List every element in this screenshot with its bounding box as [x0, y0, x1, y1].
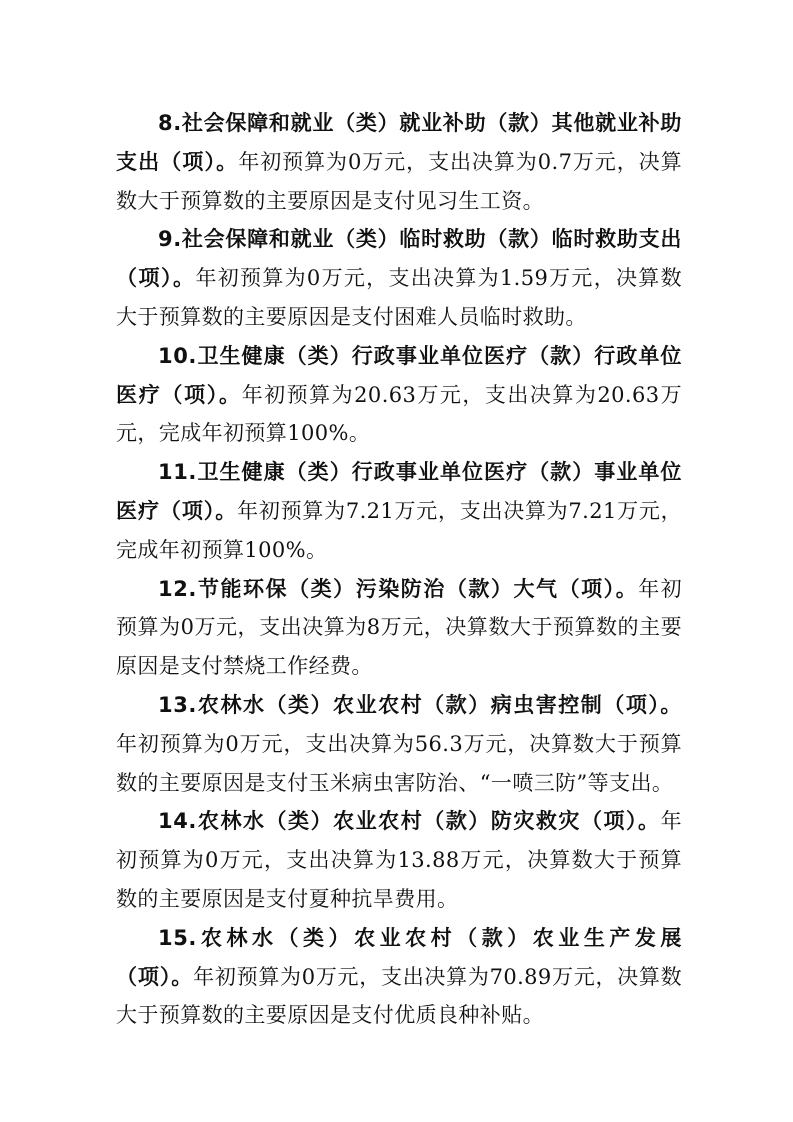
item-text: 年初预算为0万元，支出决算为1.59万元，决算数大于预算数的主要原因是支付困难人员临时救助。: [116, 266, 682, 329]
item-text: 年初预算为7.21万元，支出决算为7.21万元，完成年初预算100%。: [116, 498, 682, 562]
paragraph-item-14: [116, 802, 682, 918]
paragraph-item-11: [116, 453, 682, 569]
paragraph-item-15: [116, 919, 682, 1035]
item-heading: 10.卫生健康（类）行政事业单位医疗（款）行政单位医疗（项）。: [116, 343, 682, 407]
item-heading: 15.农林水（类）农业农村（款）农业生产发展（项）。: [116, 925, 682, 989]
item-heading: 13.农林水（类）农业农村（款）病虫害控制（项）。: [158, 692, 682, 717]
item-text: 年初预算为0万元，支出决算为8万元，决算数大于预算数的主要原因是支付禁烧工作经费。: [116, 576, 682, 679]
item-text: 年初预算为0万元，支出决算为0.7万元，决算数大于预算数的主要原因是支付见习生工资。: [116, 149, 682, 213]
item-heading: 12.节能环保（类）污染防治（款）大气（项）。: [158, 576, 639, 601]
document-body: [116, 104, 682, 1035]
item-text: 年初预算为0万元，支出决算为56.3万元，决算数大于预算数的主要原因是支付玉米病虫害防治、“一喷三防”等支出。: [116, 731, 682, 795]
item-text: 年初预算为20.63万元，支出决算为20.63万元，完成年初预算100%。: [116, 382, 682, 446]
item-text: 年初预算为0万元，支出决算为70.89万元，决算数大于预算数的主要原因是支付优质良种补贴。: [116, 964, 682, 1028]
paragraph-item-10: [116, 337, 682, 453]
paragraph-item-8: [116, 104, 682, 220]
item-heading: 14.农林水（类）农业农村（款）防灾救灾（项）。: [158, 809, 661, 834]
item-heading: 8.社会保障和就业（类）就业补助（款）其他就业补助支出（项）。: [116, 111, 682, 174]
item-text: 年初预算为0万元，支出决算为13.88万元，决算数大于预算数的主要原因是支付夏种抗旱费用。: [116, 809, 682, 911]
paragraph-item-13: [116, 686, 682, 802]
paragraph-item-12: [116, 570, 682, 686]
item-heading: 9.社会保障和就业（类）临时救助（款）临时救助支出（项）。: [116, 227, 682, 291]
paragraph-item-9: [116, 220, 682, 336]
item-heading: 11.卫生健康（类）行政事业单位医疗（款）事业单位医疗（项）。: [116, 460, 682, 523]
